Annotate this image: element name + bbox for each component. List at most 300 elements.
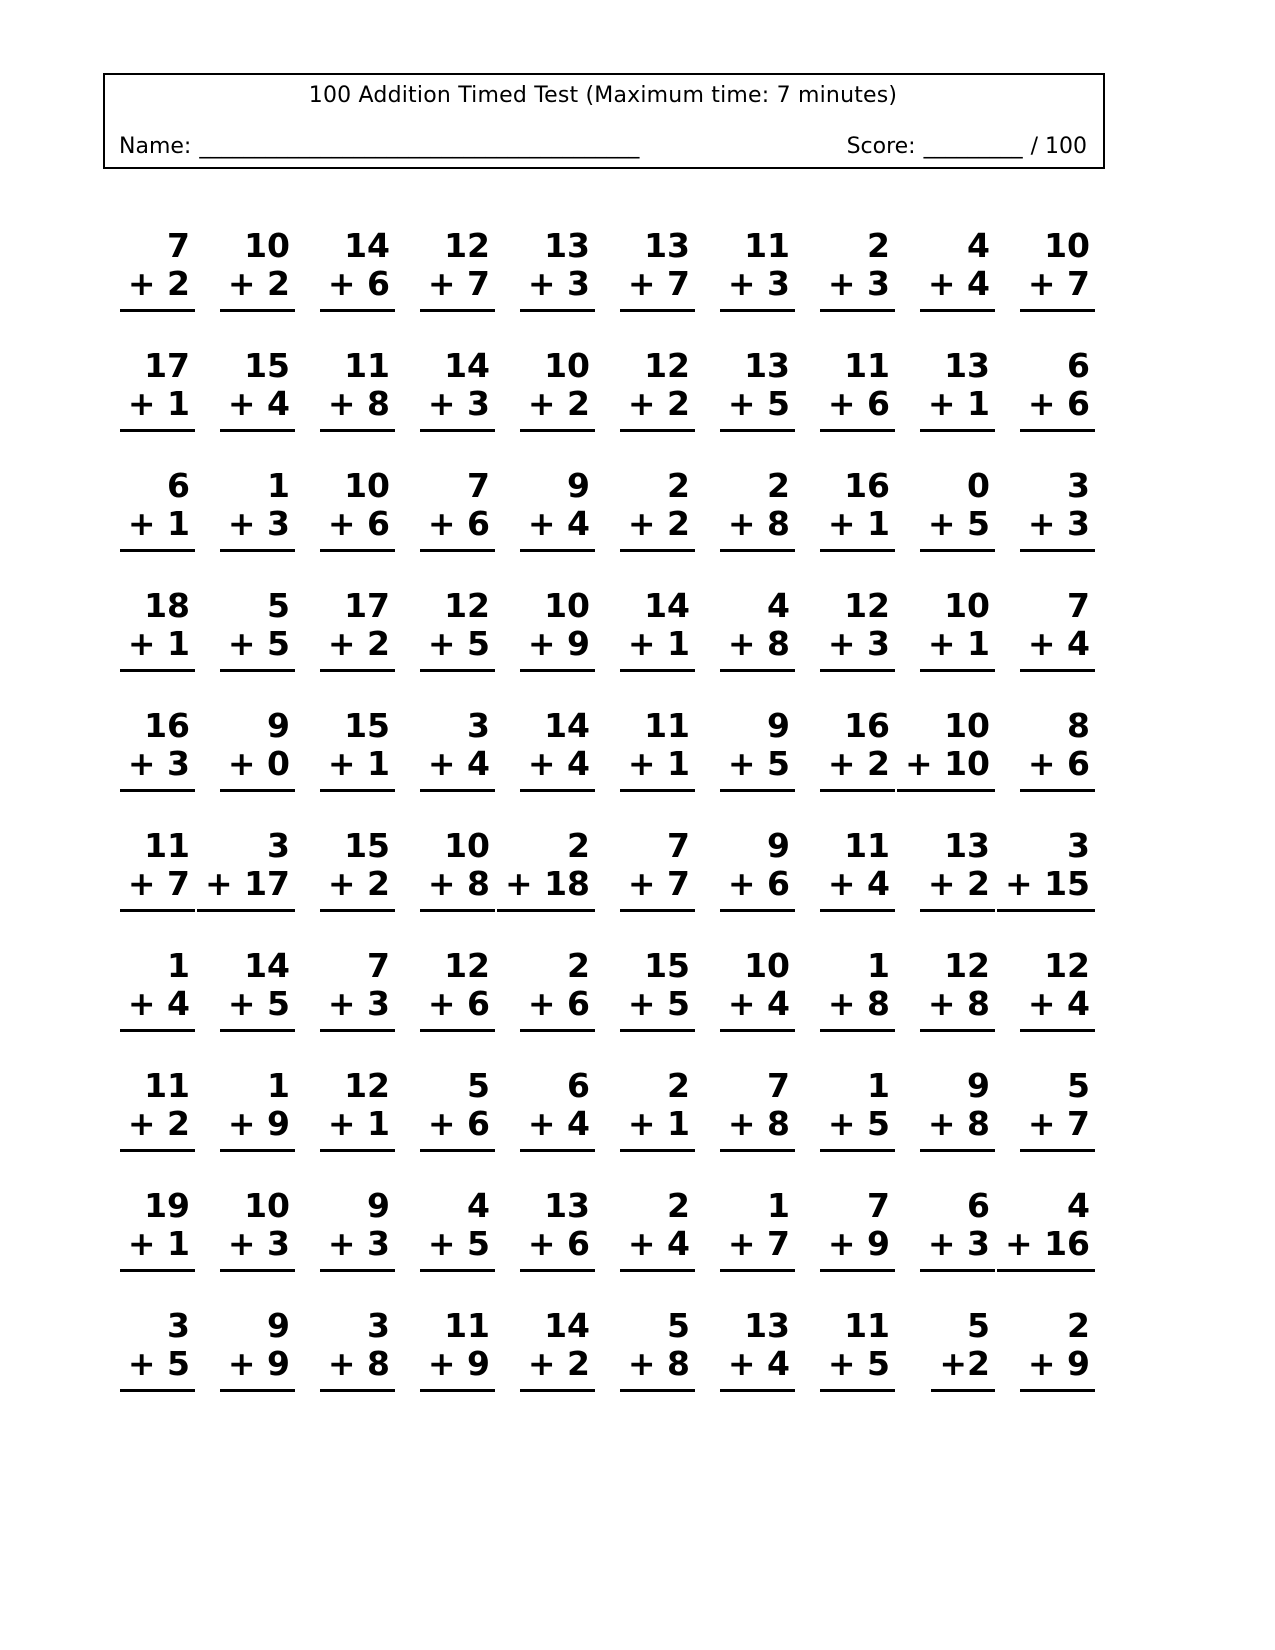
problem-cell: [420, 348, 495, 432]
bottom-addend: + 5: [220, 986, 295, 1032]
bottom-addend: + 3: [720, 266, 795, 312]
problem-cell: [420, 228, 495, 312]
bottom-addend: + 1: [120, 1226, 195, 1272]
problem-cell: [520, 1068, 595, 1152]
bottom-addend: + 9: [220, 1346, 295, 1392]
problem-cell: [720, 1308, 795, 1392]
bottom-addend: + 18: [497, 866, 595, 912]
bottom-addend: + 8: [720, 1106, 795, 1152]
top-addend: 13: [644, 226, 690, 265]
problem-cell: [920, 948, 995, 1032]
problem-cell: [820, 708, 895, 792]
name-label: Name:: [119, 134, 192, 159]
problem-cell: [220, 708, 295, 792]
bottom-addend: + 1: [320, 1106, 395, 1152]
bottom-addend: + 7: [420, 266, 495, 312]
bottom-addend: + 5: [720, 386, 795, 432]
problem-cell: [197, 828, 295, 912]
problem-cell: [1020, 1308, 1095, 1392]
problem-cell: [520, 588, 595, 672]
top-addend: 9: [767, 826, 790, 865]
bottom-addend: + 8: [320, 1346, 395, 1392]
top-addend: 5: [1067, 1066, 1090, 1105]
top-addend: 4: [767, 586, 790, 625]
problem-cell: [120, 828, 195, 912]
top-addend: 13: [944, 346, 990, 385]
score-group: [847, 134, 1087, 159]
top-addend: 1: [267, 466, 290, 505]
problem-cell: [420, 1188, 495, 1272]
bottom-addend: + 6: [320, 506, 395, 552]
top-addend: 5: [967, 1306, 990, 1345]
bottom-addend: + 3: [220, 506, 295, 552]
top-addend: 3: [467, 706, 490, 745]
problem-cell: [920, 1068, 995, 1152]
problem-cell: [520, 1308, 595, 1392]
problem-cell: [820, 948, 895, 1032]
bottom-addend: + 6: [520, 1226, 595, 1272]
top-addend: 11: [744, 226, 790, 265]
top-addend: 0: [967, 466, 990, 505]
bottom-addend: + 10: [897, 746, 995, 792]
problem-cell: [120, 708, 195, 792]
problem-cell: [120, 468, 195, 552]
score-blank: _________: [923, 134, 1023, 159]
problem-cell: [620, 468, 695, 552]
top-addend: 17: [344, 586, 390, 625]
bottom-addend: + 3: [520, 266, 595, 312]
header-box: [103, 73, 1105, 169]
problem-cell: [520, 228, 595, 312]
top-addend: 2: [767, 466, 790, 505]
problem-cell: [1020, 588, 1095, 672]
problem-cell: [620, 588, 695, 672]
bottom-addend: + 9: [520, 626, 595, 672]
problem-cell: [897, 708, 995, 792]
problem-cell: [1020, 708, 1095, 792]
bottom-addend: + 4: [520, 1106, 595, 1152]
problem-cell: [520, 1188, 595, 1272]
problem-cell: [920, 1188, 995, 1272]
bottom-addend: + 2: [120, 1106, 195, 1152]
top-addend: 4: [967, 226, 990, 265]
problem-cell: [720, 1068, 795, 1152]
bottom-addend: + 2: [820, 746, 895, 792]
top-addend: 19: [144, 1186, 190, 1225]
score-label: Score:: [846, 134, 916, 159]
problem-cell: [320, 348, 395, 432]
problem-cell: [1020, 948, 1095, 1032]
problem-cell: [620, 1068, 695, 1152]
problem-cell: [520, 348, 595, 432]
problem-cell: [820, 588, 895, 672]
problem-cell: [720, 1188, 795, 1272]
top-addend: 2: [667, 1186, 690, 1225]
problems-grid: [95, 228, 1095, 1428]
top-addend: 2: [667, 1066, 690, 1105]
bottom-addend: + 0: [220, 746, 295, 792]
top-addend: 12: [444, 586, 490, 625]
bottom-addend: + 2: [520, 386, 595, 432]
top-addend: 11: [844, 346, 890, 385]
top-addend: 2: [867, 226, 890, 265]
problem-cell: [997, 1188, 1095, 1272]
problem-cell: [820, 828, 895, 912]
top-addend: 12: [444, 226, 490, 265]
bottom-addend: +2: [931, 1346, 995, 1392]
problem-cell: [620, 708, 695, 792]
bottom-addend: + 8: [820, 986, 895, 1032]
top-addend: 16: [144, 706, 190, 745]
bottom-addend: + 2: [320, 626, 395, 672]
top-addend: 13: [544, 1186, 590, 1225]
problem-cell: [320, 228, 395, 312]
problem-cell: [320, 708, 395, 792]
name-group: [119, 134, 639, 159]
bottom-addend: + 7: [620, 866, 695, 912]
top-addend: 5: [267, 586, 290, 625]
bottom-addend: + 4: [520, 506, 595, 552]
problem-cell: [820, 1308, 895, 1392]
problem-cell: [1020, 1068, 1095, 1152]
problem-cell: [920, 348, 995, 432]
top-addend: 13: [744, 346, 790, 385]
top-addend: 17: [144, 346, 190, 385]
top-addend: 14: [544, 706, 590, 745]
top-addend: 10: [244, 226, 290, 265]
bottom-addend: + 9: [820, 1226, 895, 1272]
problem-cell: [120, 1068, 195, 1152]
problem-cell: [720, 708, 795, 792]
top-addend: 10: [344, 466, 390, 505]
bottom-addend: + 5: [820, 1106, 895, 1152]
top-addend: 11: [644, 706, 690, 745]
problem-cell: [1020, 348, 1095, 432]
problem-cell: [320, 828, 395, 912]
problem-cell: [120, 588, 195, 672]
bottom-addend: + 6: [820, 386, 895, 432]
top-addend: 12: [1044, 946, 1090, 985]
top-addend: 13: [544, 226, 590, 265]
bottom-addend: + 8: [920, 986, 995, 1032]
bottom-addend: + 6: [320, 266, 395, 312]
problem-cell: [220, 1188, 295, 1272]
bottom-addend: + 4: [720, 986, 795, 1032]
problem-cell: [320, 588, 395, 672]
top-addend: 14: [644, 586, 690, 625]
problem-cell: [420, 948, 495, 1032]
top-addend: 14: [444, 346, 490, 385]
bottom-addend: + 5: [420, 1226, 495, 1272]
top-addend: 12: [944, 946, 990, 985]
bottom-addend: + 2: [120, 266, 195, 312]
top-addend: 10: [544, 346, 590, 385]
bottom-addend: + 7: [120, 866, 195, 912]
top-addend: 14: [544, 1306, 590, 1345]
bottom-addend: + 1: [620, 746, 695, 792]
problem-cell: [497, 828, 595, 912]
top-addend: 5: [467, 1066, 490, 1105]
problem-cell: [820, 348, 895, 432]
bottom-addend: + 17: [197, 866, 295, 912]
top-addend: 12: [444, 946, 490, 985]
top-addend: 10: [544, 586, 590, 625]
top-addend: 6: [167, 466, 190, 505]
problem-cell: [220, 468, 295, 552]
bottom-addend: + 6: [420, 506, 495, 552]
top-addend: 3: [267, 826, 290, 865]
bottom-addend: + 4: [1020, 626, 1095, 672]
bottom-addend: + 5: [620, 986, 695, 1032]
top-addend: 7: [1067, 586, 1090, 625]
problem-cell: [220, 948, 295, 1032]
top-addend: 10: [244, 1186, 290, 1225]
bottom-addend: + 4: [920, 266, 995, 312]
top-addend: 18: [144, 586, 190, 625]
top-addend: 7: [767, 1066, 790, 1105]
bottom-addend: + 1: [920, 626, 995, 672]
bottom-addend: + 7: [720, 1226, 795, 1272]
bottom-addend: + 8: [620, 1346, 695, 1392]
top-addend: 14: [244, 946, 290, 985]
problem-cell: [720, 828, 795, 912]
bottom-addend: + 16: [997, 1226, 1095, 1272]
top-addend: 10: [1044, 226, 1090, 265]
bottom-addend: + 8: [720, 626, 795, 672]
top-addend: 15: [344, 826, 390, 865]
problem-cell: [820, 468, 895, 552]
top-addend: 1: [767, 1186, 790, 1225]
top-addend: 8: [1067, 706, 1090, 745]
problem-cell: [920, 468, 995, 552]
problem-cell: [420, 1308, 495, 1392]
bottom-addend: + 5: [820, 1346, 895, 1392]
top-addend: 13: [744, 1306, 790, 1345]
top-addend: 3: [1067, 826, 1090, 865]
bottom-addend: + 2: [620, 386, 695, 432]
top-addend: 15: [644, 946, 690, 985]
top-addend: 5: [667, 1306, 690, 1345]
bottom-addend: + 15: [997, 866, 1095, 912]
problem-cell: [520, 948, 595, 1032]
bottom-addend: + 1: [120, 386, 195, 432]
bottom-addend: + 1: [620, 1106, 695, 1152]
top-addend: 1: [167, 946, 190, 985]
bottom-addend: + 6: [420, 986, 495, 1032]
bottom-addend: + 4: [820, 866, 895, 912]
problem-cell: [420, 1068, 495, 1152]
bottom-addend: + 5: [920, 506, 995, 552]
top-addend: 15: [344, 706, 390, 745]
bottom-addend: + 2: [920, 866, 995, 912]
bottom-addend: + 1: [620, 626, 695, 672]
bottom-addend: + 9: [220, 1106, 295, 1152]
bottom-addend: + 3: [220, 1226, 295, 1272]
problem-cell: [720, 468, 795, 552]
bottom-addend: + 3: [420, 386, 495, 432]
problem-cell: [320, 1188, 395, 1272]
bottom-addend: + 1: [320, 746, 395, 792]
problem-cell: [220, 1068, 295, 1152]
top-addend: 7: [367, 946, 390, 985]
top-addend: 1: [867, 946, 890, 985]
problem-cell: [420, 468, 495, 552]
bottom-addend: + 3: [120, 746, 195, 792]
top-addend: 11: [844, 826, 890, 865]
problem-cell: [620, 828, 695, 912]
bottom-addend: + 9: [1020, 1346, 1095, 1392]
problem-cell: [220, 348, 295, 432]
bottom-addend: + 8: [920, 1106, 995, 1152]
top-addend: 2: [567, 826, 590, 865]
bottom-addend: + 6: [1020, 746, 1095, 792]
bottom-addend: + 6: [1020, 386, 1095, 432]
problem-cell: [320, 948, 395, 1032]
bottom-addend: + 9: [420, 1346, 495, 1392]
header-footer: [119, 134, 1087, 159]
top-addend: 14: [344, 226, 390, 265]
top-addend: 12: [844, 586, 890, 625]
problem-cell: [931, 1308, 995, 1392]
top-addend: 2: [667, 466, 690, 505]
bottom-addend: + 4: [120, 986, 195, 1032]
problem-cell: [920, 588, 995, 672]
top-addend: 9: [567, 466, 590, 505]
top-addend: 10: [944, 586, 990, 625]
problem-cell: [820, 1188, 895, 1272]
bottom-addend: + 7: [1020, 266, 1095, 312]
problem-cell: [820, 228, 895, 312]
problem-cell: [120, 1188, 195, 1272]
problem-cell: [997, 828, 1095, 912]
top-addend: 3: [167, 1306, 190, 1345]
top-addend: 2: [567, 946, 590, 985]
problem-cell: [720, 348, 795, 432]
problem-cell: [320, 468, 395, 552]
bottom-addend: + 5: [420, 626, 495, 672]
top-addend: 2: [1067, 1306, 1090, 1345]
problem-cell: [920, 828, 995, 912]
top-addend: 1: [267, 1066, 290, 1105]
problem-cell: [420, 708, 495, 792]
name-blank: ________________________________________: [199, 134, 640, 159]
top-addend: 11: [144, 826, 190, 865]
top-addend: 4: [467, 1186, 490, 1225]
bottom-addend: + 5: [220, 626, 295, 672]
bottom-addend: + 4: [620, 1226, 695, 1272]
problem-cell: [820, 1068, 895, 1152]
top-addend: 10: [444, 826, 490, 865]
problem-cell: [520, 708, 595, 792]
bottom-addend: + 6: [720, 866, 795, 912]
worksheet-title: 100 Addition Timed Test (Maximum time: 7 minutes): [308, 83, 898, 108]
top-addend: 6: [967, 1186, 990, 1225]
bottom-addend: + 6: [520, 986, 595, 1032]
problem-cell: [620, 1188, 695, 1272]
bottom-addend: + 7: [620, 266, 695, 312]
top-addend: 12: [344, 1066, 390, 1105]
problem-cell: [220, 1308, 295, 1392]
bottom-addend: + 4: [220, 386, 295, 432]
problem-cell: [420, 828, 495, 912]
problem-cell: [1020, 228, 1095, 312]
bottom-addend: + 8: [420, 866, 495, 912]
problem-cell: [620, 948, 695, 1032]
top-addend: 9: [967, 1066, 990, 1105]
bottom-addend: + 6: [420, 1106, 495, 1152]
bottom-addend: + 5: [120, 1346, 195, 1392]
bottom-addend: + 2: [620, 506, 695, 552]
bottom-addend: + 2: [520, 1346, 595, 1392]
top-addend: 4: [1067, 1186, 1090, 1225]
problem-cell: [320, 1308, 395, 1392]
problem-cell: [520, 468, 595, 552]
top-addend: 9: [367, 1186, 390, 1225]
top-addend: 1: [867, 1066, 890, 1105]
problem-cell: [720, 948, 795, 1032]
top-addend: 11: [844, 1306, 890, 1345]
top-addend: 7: [467, 466, 490, 505]
bottom-addend: + 4: [720, 1346, 795, 1392]
problem-cell: [120, 348, 195, 432]
bottom-addend: + 3: [320, 986, 395, 1032]
problem-cell: [320, 1068, 395, 1152]
top-addend: 6: [1067, 346, 1090, 385]
bottom-addend: + 5: [720, 746, 795, 792]
problem-cell: [220, 228, 295, 312]
top-addend: 9: [267, 1306, 290, 1345]
top-addend: 12: [644, 346, 690, 385]
bottom-addend: + 4: [1020, 986, 1095, 1032]
top-addend: 11: [444, 1306, 490, 1345]
bottom-addend: + 1: [920, 386, 995, 432]
top-addend: 7: [867, 1186, 890, 1225]
bottom-addend: + 3: [320, 1226, 395, 1272]
bottom-addend: + 7: [1020, 1106, 1095, 1152]
bottom-addend: + 8: [320, 386, 395, 432]
problem-cell: [920, 228, 995, 312]
bottom-addend: + 4: [420, 746, 495, 792]
score-total: / 100: [1030, 134, 1087, 159]
problem-cell: [120, 948, 195, 1032]
problem-cell: [120, 228, 195, 312]
top-addend: 9: [767, 706, 790, 745]
bottom-addend: + 1: [120, 506, 195, 552]
problem-cell: [620, 1308, 695, 1392]
problem-cell: [220, 588, 295, 672]
top-addend: 9: [267, 706, 290, 745]
bottom-addend: + 2: [320, 866, 395, 912]
bottom-addend: + 8: [720, 506, 795, 552]
top-addend: 10: [744, 946, 790, 985]
problem-cell: [420, 588, 495, 672]
problem-cell: [720, 588, 795, 672]
bottom-addend: + 3: [820, 266, 895, 312]
top-addend: 13: [944, 826, 990, 865]
bottom-addend: + 3: [820, 626, 895, 672]
top-addend: 16: [844, 466, 890, 505]
bottom-addend: + 4: [520, 746, 595, 792]
bottom-addend: + 1: [120, 626, 195, 672]
top-addend: 16: [844, 706, 890, 745]
problem-cell: [620, 228, 695, 312]
top-addend: 3: [1067, 466, 1090, 505]
top-addend: 11: [144, 1066, 190, 1105]
problem-cell: [720, 228, 795, 312]
problem-cell: [620, 348, 695, 432]
top-addend: 15: [244, 346, 290, 385]
bottom-addend: + 1: [820, 506, 895, 552]
